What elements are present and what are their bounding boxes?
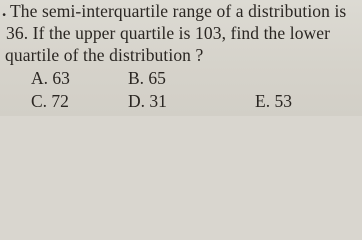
question-line-3: quartile of the distribution ? <box>5 45 204 65</box>
option-d: D. 31 <box>128 91 167 111</box>
question-line-2: 36. If the upper quartile is 103, find the lower <box>6 23 331 43</box>
option-b: B. 65 <box>128 68 166 88</box>
question-page <box>0 0 362 116</box>
question-marker: . <box>2 1 7 20</box>
option-e: E. 53 <box>255 91 292 111</box>
option-a: A. 63 <box>31 68 70 88</box>
option-c: C. 72 <box>31 91 69 111</box>
question-line-1: The semi-interquartile range of a distribution is <box>10 1 347 21</box>
